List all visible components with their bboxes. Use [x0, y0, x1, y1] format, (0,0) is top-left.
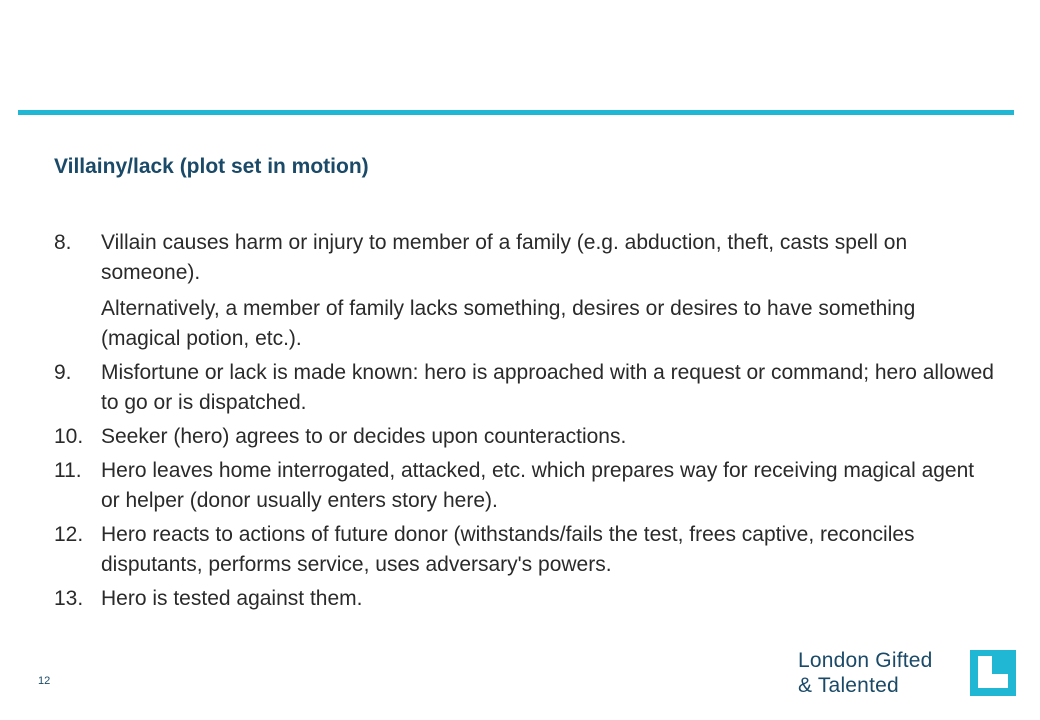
- list-paragraph: Villain causes harm or injury to member of a family (e.g. abduction, theft, casts spell on someone).: [101, 231, 908, 284]
- list-paragraph: Hero reacts to actions of future donor (withstands/fails the test, frees captive, reconciles disputants, performs service, uses adversary's powers.: [101, 523, 915, 576]
- list-paragraph: Alternatively, a member of family lacks something, desires or desires to have something (magical potion, etc.).: [101, 297, 916, 350]
- list-text: [101, 584, 994, 614]
- list-item-8: [54, 228, 994, 354]
- list-number: 9.: [54, 361, 72, 384]
- slide-heading: Villainy/lack (plot set in motion): [54, 155, 369, 178]
- list-text: [101, 358, 994, 418]
- function-list: [54, 228, 994, 618]
- list-text: [101, 456, 994, 516]
- list-number: 12.: [54, 523, 84, 546]
- logo: [798, 648, 1020, 700]
- list-number: 10.: [54, 425, 84, 448]
- list-item-13: [54, 584, 994, 614]
- list-paragraph: Hero leaves home interrogated, attacked, etc. which prepares way for receiving magical agent or helper (donor usually enters story here).: [101, 459, 975, 512]
- list-item-12: [54, 520, 994, 580]
- list-item-10: [54, 422, 994, 452]
- list-paragraph: Misfortune or lack is made known: hero is approached with a request or command; hero allowed to go or is dispatched.: [101, 361, 994, 414]
- header-divider: [18, 110, 1014, 115]
- list-item-9: [54, 358, 994, 418]
- list-item-11: [54, 456, 994, 516]
- list-text: [101, 520, 994, 580]
- corner-mark-icon: [970, 650, 1016, 696]
- logo-line-2: & Talented: [798, 674, 899, 697]
- logo-text: [798, 648, 933, 698]
- list-number: 13.: [54, 587, 84, 610]
- list-text: [101, 422, 994, 452]
- page-number: 12: [38, 675, 51, 687]
- list-number: 11.: [54, 459, 82, 482]
- list-paragraph: Seeker (hero) agrees to or decides upon counteractions.: [101, 425, 627, 448]
- list-paragraph: Hero is tested against them.: [101, 587, 363, 610]
- logo-line-1: London Gifted: [798, 649, 933, 672]
- list-text: [101, 228, 994, 354]
- list-number: 8.: [54, 231, 72, 254]
